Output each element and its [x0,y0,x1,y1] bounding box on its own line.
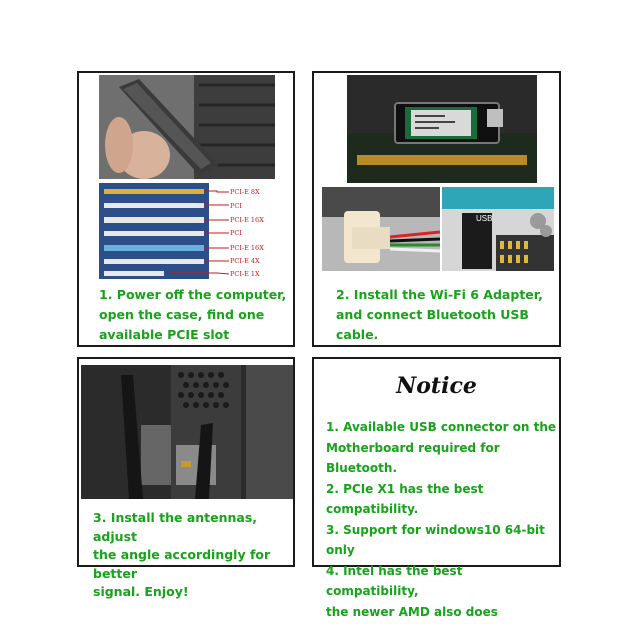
step-3-caption: 3. Install the antennas, adjust the angle accordingly for better signal. Enjoy! [93,510,271,599]
case-bracket-photo [99,75,275,179]
slot-label-1: PCI-E 8X [230,188,260,196]
step-3-panel [77,357,295,599]
slot-label-5: PCI-E 16X [230,244,264,252]
usb-header-label: USB [476,214,493,223]
notice-line: 1. Available USB connector on the [326,420,557,434]
motherboard-slots-photo [99,181,275,281]
antenna-install-photo [81,365,293,499]
notice-line: the newer AMD also does [326,604,498,619]
usb-header-photo [442,187,554,271]
step-1-caption: 1. Power off the computer, open the case, find one available PCIE slot [99,287,287,342]
slot-label-7: PCI-E 1X [230,270,260,278]
notice-line: 3. Support for windows10 64-bit only [326,522,545,557]
notice-line: Motherboard required for Bluetooth. [326,440,500,475]
wifi-card-photo [347,75,537,183]
step-2-caption: 2. Install the Wi-Fi 6 Adapter, and connect Bluetooth USB cable. [336,287,543,342]
notice-line: 2. PCIe X1 has the best compatibility. [326,481,484,516]
step-2-panel [312,71,561,347]
slot-label-4: PCI [230,229,242,237]
slot-label-2: PCI [230,202,242,210]
slot-label-6: PCI-E 4X [230,257,260,265]
step-1-panel [77,71,295,347]
notice-title: Notice [396,373,477,399]
usb-cable-photo [322,187,440,271]
notice-line: 4. Intel has the best compatibility, [326,563,463,598]
notice-panel [312,357,561,619]
notice-list [326,417,559,622]
slot-label-3: PCI-E 16X [230,216,264,224]
